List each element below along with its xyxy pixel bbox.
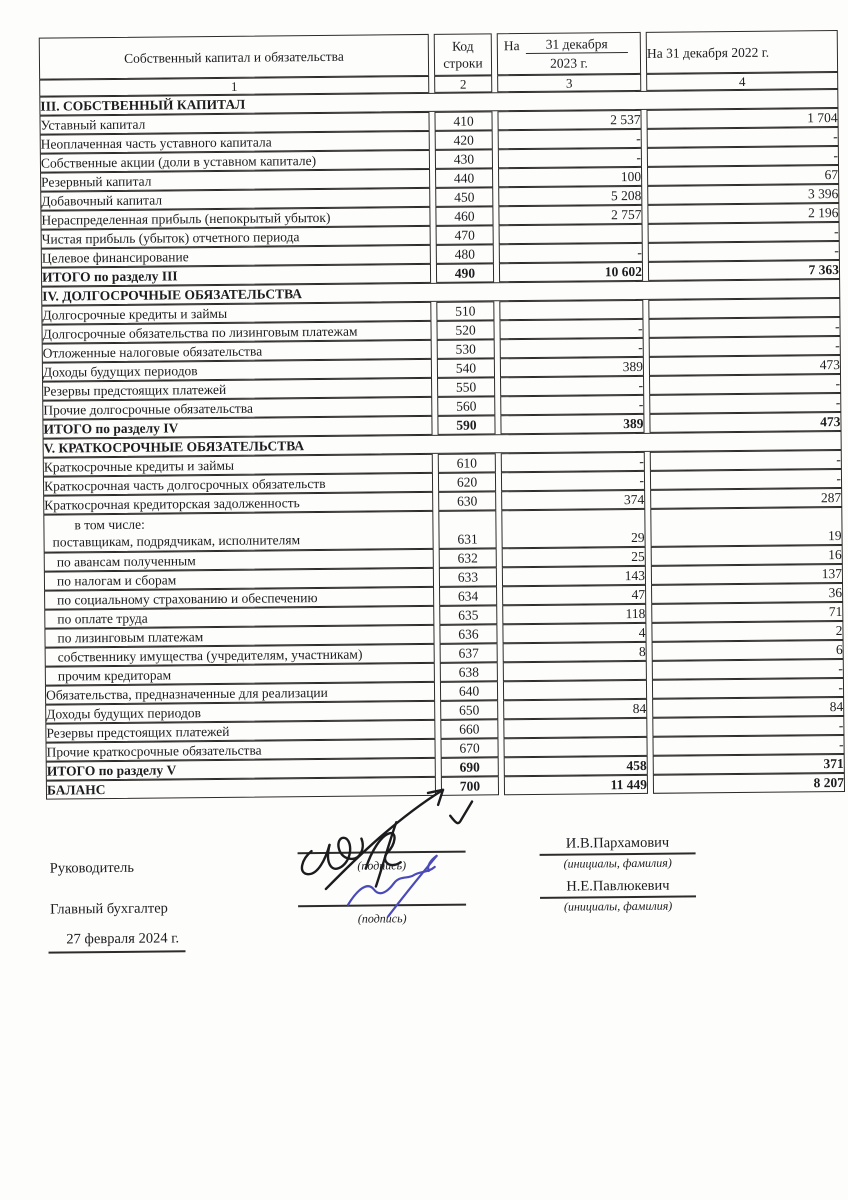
value-2023	[503, 737, 647, 757]
row-code: 640	[440, 681, 498, 701]
row-code: 490	[436, 263, 494, 283]
column-number-4: 4	[646, 72, 838, 91]
value-2023: 118	[502, 604, 646, 624]
row-code: 540	[437, 358, 495, 378]
row-code: 633	[439, 567, 497, 587]
row-code: 638	[440, 662, 498, 682]
value-2023	[503, 661, 647, 681]
row-label: ИТОГО по разделу IV	[42, 416, 432, 439]
header-2023-prefix: На	[503, 38, 520, 54]
row-label: Краткосрочные кредиты и займы	[43, 454, 433, 477]
row-label: Резервы предстоящих платежей	[42, 378, 432, 401]
row-label: Прочие долгосрочные обязательства	[42, 397, 432, 420]
section-title: V. КРАТКОСРОЧНЫЕ ОБЯЗАТЕЛЬСТВА	[43, 431, 842, 458]
row-label: по налогам и сборам	[44, 568, 434, 591]
row-code: 630	[438, 491, 496, 511]
row-code: 660	[440, 719, 498, 739]
value-2022: 3 396	[647, 184, 839, 205]
row-code: 520	[436, 320, 494, 340]
value-2023: 100	[498, 167, 642, 187]
value-2023: 10 602	[499, 262, 643, 282]
row-label: Чистая прибыль (убыток) отчетного периода	[41, 226, 431, 249]
row-label: Добавочный капитал	[40, 188, 430, 211]
row-label: Уставный капитал	[39, 112, 429, 135]
value-2022: -	[647, 146, 839, 167]
value-2023: 4	[502, 623, 646, 643]
value-2023: 389	[500, 357, 644, 377]
director-signature-ink	[295, 780, 471, 897]
value-2022: -	[652, 716, 844, 737]
row-label: Обязательства, предназначенные для реализации	[45, 682, 435, 705]
value-2022: -	[649, 393, 841, 414]
value-2023: -	[498, 129, 642, 149]
row-label: Краткосрочная часть долгосрочных обязательств	[43, 473, 433, 496]
value-2023: 29	[501, 509, 645, 548]
director-initials-caption: (инициалы, фамилия)	[563, 855, 672, 871]
row-code: 450	[435, 187, 493, 207]
accountant-name: Н.Е.Павлюкевич	[540, 877, 696, 898]
row-code: 634	[439, 586, 497, 606]
row-label: в том числе: поставщикам, подрядчикам, исполнителям	[43, 511, 433, 553]
value-2023: 389	[500, 414, 644, 434]
row-code: 631	[438, 510, 496, 549]
row-code: 560	[437, 396, 495, 416]
accountant-role-label: Главный бухгалтер	[50, 900, 168, 918]
value-2022: -	[650, 450, 842, 471]
director-role-label: Руководитель	[49, 859, 135, 877]
value-2022	[648, 298, 840, 319]
row-label: Долгосрочные кредиты и займы	[41, 302, 431, 325]
value-2022: 84	[652, 697, 844, 718]
column-number-2: 2	[434, 75, 492, 93]
row-code: 635	[439, 605, 497, 625]
value-2023: 143	[502, 566, 646, 586]
row-label: Нераспределенная прибыль (непокрытый убыток)	[40, 207, 430, 230]
row-label: ИТОГО по разделу V	[46, 758, 436, 781]
value-2022: 2 196	[647, 203, 839, 224]
row-label: Собственные акции (доли в уставном капитале)	[40, 150, 430, 173]
row-label: ИТОГО по разделу III	[41, 264, 431, 287]
row-label: БАЛАНС	[46, 777, 436, 800]
value-2023	[499, 300, 643, 320]
director-name-block	[539, 834, 695, 871]
row-code: 420	[435, 130, 493, 150]
value-2022: -	[648, 241, 840, 262]
table-body	[39, 89, 845, 800]
row-code: 430	[435, 149, 493, 169]
row-code: 637	[440, 643, 498, 663]
value-2022: 67	[647, 165, 839, 186]
header-2023-year: 2023 г.	[550, 55, 588, 71]
value-2023: 47	[502, 585, 646, 605]
row-code: 670	[440, 738, 498, 758]
row-label: Краткосрочная кредиторская задолженность	[43, 492, 433, 515]
value-2023: 8	[503, 642, 647, 662]
header-code-line2: строки	[443, 55, 483, 71]
checkmark-ink	[447, 798, 475, 830]
header-2023-date: 31 декабря	[525, 35, 627, 54]
value-2023: 374	[501, 490, 645, 510]
value-2022: 1 704	[646, 108, 838, 129]
value-2023: 5 208	[498, 186, 642, 206]
row-code: 632	[439, 548, 497, 568]
header-date-2022: На 31 декабря 2022 г.	[646, 30, 838, 74]
row-code: 470	[436, 225, 494, 245]
balance-table	[34, 30, 848, 800]
value-2023: 2 537	[497, 110, 641, 130]
header-liabilities-title: Собственный капитал и обязательства	[39, 34, 429, 80]
row-code: 650	[440, 700, 498, 720]
header-code-line1: Код	[451, 38, 474, 54]
accountant-signature-caption: (подпись)	[357, 911, 407, 926]
value-2023: -	[498, 148, 642, 168]
value-2022: 36	[651, 583, 843, 604]
column-number-3: 3	[497, 74, 641, 92]
director-signature-caption: (подпись)	[357, 858, 407, 873]
value-2023: 84	[503, 699, 647, 719]
value-2022: -	[652, 678, 844, 699]
director-signature-line	[298, 851, 466, 855]
row-label: по оплате труда	[44, 606, 434, 629]
accountant-initials-caption: (инициалы, фамилия)	[563, 898, 673, 914]
header-date-2023	[497, 32, 641, 75]
value-2023: -	[499, 319, 643, 339]
value-2023	[503, 680, 647, 700]
section-title: IV. ДОЛГОСРОЧНЫЕ ОБЯЗАТЕЛЬСТВА	[41, 279, 840, 306]
row-label: собственнику имущества (учредителям, участникам)	[45, 644, 435, 667]
value-2022: -	[649, 374, 841, 395]
row-code: 480	[436, 244, 494, 264]
value-2022: 6	[652, 640, 844, 661]
value-2023: -	[499, 243, 643, 263]
value-2022: 7 363	[648, 260, 840, 281]
value-2022: 287	[650, 488, 842, 509]
row-code: 636	[439, 624, 497, 644]
row-label: Неоплаченная часть уставного капитала	[40, 131, 430, 154]
value-2023: -	[501, 471, 645, 491]
value-2023: -	[500, 376, 644, 396]
row-label: Прочие краткосрочные обязательства	[46, 739, 436, 762]
value-2023: 2 757	[498, 205, 642, 225]
row-label: Долгосрочные обязательства по лизинговым платежам	[41, 321, 431, 344]
value-2022: -	[652, 735, 844, 756]
row-label: прочим кредиторам	[45, 663, 435, 686]
value-2022: -	[650, 469, 842, 490]
accountant-name-block	[540, 877, 696, 914]
row-label: Целевое финансирование	[41, 245, 431, 268]
value-2022: 473	[649, 412, 841, 433]
value-2022: -	[649, 336, 841, 357]
row-code: 460	[435, 206, 493, 226]
value-2023: 458	[504, 756, 648, 776]
column-number-1: 1	[39, 76, 429, 97]
value-2023	[499, 224, 643, 244]
row-label: Отложенные налоговые обязательства	[42, 340, 432, 363]
value-2022: -	[648, 222, 840, 243]
row-code: 440	[435, 168, 493, 188]
value-2022: -	[648, 317, 840, 338]
row-code: 530	[437, 339, 495, 359]
row-code: 610	[438, 453, 496, 473]
value-2023: -	[500, 338, 644, 358]
value-2022: -	[647, 127, 839, 148]
accountant-signature-line	[298, 904, 466, 908]
row-code: 620	[438, 472, 496, 492]
value-2022: 8 207	[653, 773, 845, 794]
row-code: 510	[436, 301, 494, 321]
row-label: Доходы будущих периодов	[45, 701, 435, 724]
row-code: 700	[441, 776, 499, 796]
value-2022: 2	[651, 621, 843, 642]
row-code: 410	[434, 111, 492, 131]
row-label: по авансам полученным	[44, 549, 434, 572]
row-label: Доходы будущих периодов	[42, 359, 432, 382]
value-2022: -	[652, 659, 844, 680]
row-code: 690	[441, 757, 499, 777]
value-2023	[503, 718, 647, 738]
row-label: по социальному страхованию и обеспечению	[44, 587, 434, 610]
row-code: 550	[437, 377, 495, 397]
value-2023: 11 449	[504, 775, 648, 795]
value-2023: -	[500, 395, 644, 415]
row-label: Резервный капитал	[40, 169, 430, 192]
value-2023: -	[501, 452, 645, 472]
row-code: 590	[437, 415, 495, 435]
value-2022: 16	[651, 545, 843, 566]
value-2022: 19	[650, 507, 842, 547]
section-title: III. СОБСТВЕННЫЙ КАПИТАЛ	[39, 89, 838, 116]
value-2022: 473	[649, 355, 841, 376]
row-label: Резервы предстоящих платежей	[45, 720, 435, 743]
report-date: 27 февраля 2024 г.	[48, 930, 185, 953]
header-code-column	[434, 33, 492, 76]
value-2022: 371	[653, 754, 845, 775]
director-name: И.В.Пархамович	[539, 834, 695, 855]
row-label: по лизинговым платежам	[44, 625, 434, 648]
value-2023: 25	[502, 547, 646, 567]
value-2022: 137	[651, 564, 843, 585]
value-2022: 71	[651, 602, 843, 623]
